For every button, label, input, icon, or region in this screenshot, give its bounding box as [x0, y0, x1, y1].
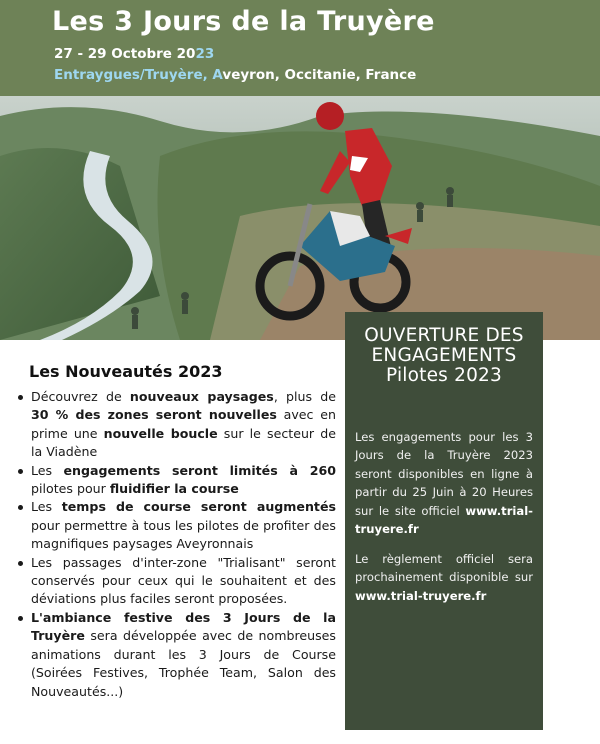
news-item-text: , plus de [273, 389, 336, 404]
news-item-text: avec en prime une [31, 407, 336, 441]
news-item [16, 462, 336, 499]
news-item-text: Les [31, 462, 64, 478]
registration-title [345, 326, 543, 386]
news-item-text: Découvrez de [31, 389, 130, 404]
news-item-text: pour permettre à tous les pilotes de profiter des magnifiques paysages Aveyronnais [31, 517, 336, 552]
registration-title-line2: ENGAGEMENTS [371, 345, 517, 366]
header-banner [0, 0, 600, 96]
registration-panel [345, 312, 543, 730]
news-item [16, 498, 336, 553]
news-item [16, 554, 336, 609]
event-location-main: veyron, Occitanie, France [222, 67, 417, 83]
news-heading: Les Nouveautés 2023 [29, 362, 223, 381]
news-item-text: L'ambiance festive des 3 Jours de la Truyère [31, 609, 336, 644]
page-title: Les 3 Jours de la Truyère [52, 6, 435, 37]
news-item-text: fluidifier la course [109, 481, 239, 497]
regulation-info-text: Le règlement officiel sera prochainement disponible sur [355, 552, 533, 585]
website-link[interactable]: www.trial-truyere.fr [355, 503, 533, 537]
news-item-text: engagements seront limités à 260 [63, 462, 336, 478]
news-item-text: Les [31, 499, 62, 515]
news-item-text: sur le secteur de la Viadène [31, 425, 336, 460]
news-item-text: 30 % des zones seront nouvelles [31, 407, 277, 423]
news-item-text: Les passages d'inter-zone "Trialisant" seront conservés pour ceux qui le souhaitent et des déviations plus faciles seront proposées. [31, 554, 336, 607]
news-item [16, 609, 336, 701]
event-location-accent: Entraygues/Truyère, A [54, 67, 223, 83]
registration-title-line1: OUVERTURE DES [364, 325, 524, 346]
event-location [54, 67, 416, 83]
registration-title-line3: Pilotes 2023 [386, 365, 502, 386]
registration-info [355, 428, 533, 538]
event-dates [54, 46, 214, 62]
news-item-text: pilotes pour [31, 481, 110, 497]
news-item-text: temps de course seront augmentés [61, 499, 336, 515]
news-item-text: sera développée avec de nombreuses animations durant les 3 Jours de Course (Soirées Festives, Trophée Team, Salon des Nouveautés...) [31, 628, 336, 699]
event-dates-main: 27 - 29 Octobre 20 [54, 46, 196, 62]
website-link-2[interactable]: www.trial-truyere.fr [355, 588, 487, 603]
regulation-info [355, 550, 533, 605]
news-list [16, 388, 336, 701]
event-dates-accent: 23 [195, 46, 215, 62]
news-item-text: nouvelle boucle [103, 425, 218, 441]
motorcycle-trial-photo [0, 96, 600, 340]
registration-info-text: Les engagements pour les 3 Jours de la Truyère 2023 seront disponibles en ligne à partir du 25 Juin à 20 Heures sur le site officiel [355, 430, 533, 518]
news-item-text: nouveaux paysages [129, 389, 274, 404]
news-item [16, 388, 336, 462]
